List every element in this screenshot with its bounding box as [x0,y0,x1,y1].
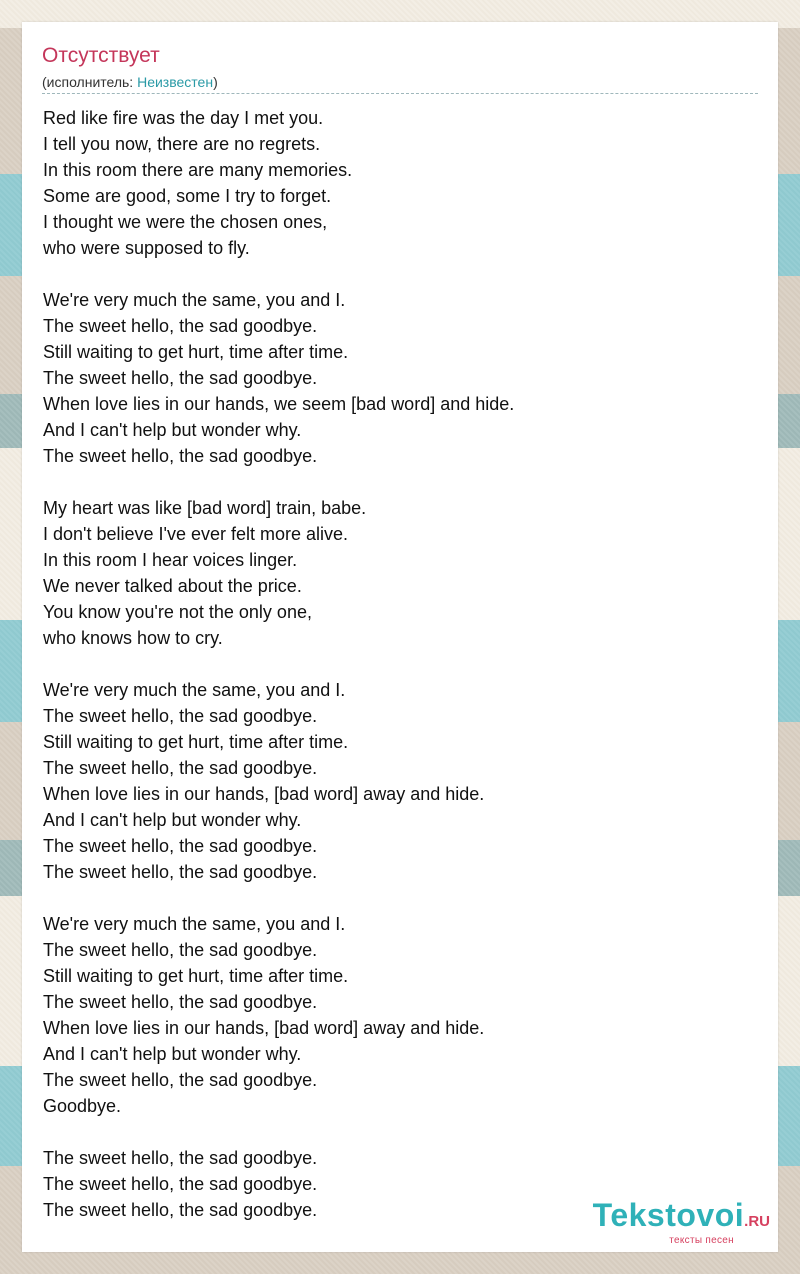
lyric-line: Still waiting to get hurt, time after time. [43,966,349,986]
lyric-line: I don't believe I've ever felt more alive. [43,524,349,544]
lyric-line: The sweet hello, the sad goodbye. [43,316,318,336]
lyric-line: In this room there are many memories. [43,160,353,180]
lyric-line: The sweet hello, the sad goodbye. [43,706,318,726]
lyric-line: Goodbye. [43,1096,122,1116]
lyric-line: The sweet hello, the sad goodbye. [43,992,318,1012]
lyric-line: We're very much the same, you and I. [43,914,346,934]
lyric-line: You know you're not the only one, [43,602,312,622]
lyric-line: The sweet hello, the sad goodbye. [43,1148,318,1168]
lyric-line: The sweet hello, the sad goodbye. [43,1200,318,1220]
lyric-line: In this room I hear voices linger. [43,550,298,570]
lyric-line: The sweet hello, the sad goodbye. [43,1070,318,1090]
stanza-break [43,261,759,287]
logo-tld: .RU [744,1213,770,1230]
lyric-line: who were supposed to fly. [43,238,250,258]
lyric-line: The sweet hello, the sad goodbye. [43,862,318,882]
lyric-line: We're very much the same, you and I. [43,680,346,700]
lyrics-text [43,105,759,1223]
stanza-break [43,1119,759,1145]
lyric-line: The sweet hello, the sad goodbye. [43,368,318,388]
lyric-line: Still waiting to get hurt, time after time. [43,732,349,752]
lyric-line: My heart was like [bad word] train, babe. [43,498,367,518]
site-logo[interactable] [592,1197,770,1246]
artist-line [42,72,218,92]
artist-prefix: (исполнитель: [42,74,138,90]
lyric-line: And I can't help but wonder why. [43,1044,302,1064]
logo-tagline: тексты песен [669,1235,734,1246]
stanza-break [43,885,759,911]
lyric-line: The sweet hello, the sad goodbye. [43,940,318,960]
lyric-line: And I can't help but wonder why. [43,420,302,440]
lyric-line: We never talked about the price. [43,576,302,596]
lyric-line: Some are good, some I try to forget. [43,186,332,206]
lyric-line: The sweet hello, the sad goodbye. [43,836,318,856]
lyric-line: When love lies in our hands, [bad word] away and hide. [43,784,485,804]
lyric-line: Red like fire was the day I met you. [43,108,324,128]
artist-suffix: ) [213,74,218,90]
logo-name: Tekstovoi [592,1197,745,1233]
lyric-line: I tell you now, there are no regrets. [43,134,321,154]
song-title: Отсутствует [42,44,160,67]
lyric-line: The sweet hello, the sad goodbye. [43,758,318,778]
lyric-line: When love lies in our hands, we seem [bad word] and hide. [43,394,515,414]
lyric-line: And I can't help but wonder why. [43,810,302,830]
stanza-break [43,469,759,495]
lyric-line: The sweet hello, the sad goodbye. [43,446,318,466]
title-divider [42,93,758,94]
lyrics-card [22,22,778,1252]
lyric-line: I thought we were the chosen ones, [43,212,328,232]
stanza-break [43,651,759,677]
artist-link[interactable]: Неизвестен [137,74,214,90]
lyric-line: who knows how to cry. [43,628,223,648]
lyric-line: When love lies in our hands, [bad word] away and hide. [43,1018,485,1038]
lyric-line: We're very much the same, you and I. [43,290,346,310]
lyric-line: Still waiting to get hurt, time after time. [43,342,349,362]
lyric-line: The sweet hello, the sad goodbye. [43,1174,318,1194]
